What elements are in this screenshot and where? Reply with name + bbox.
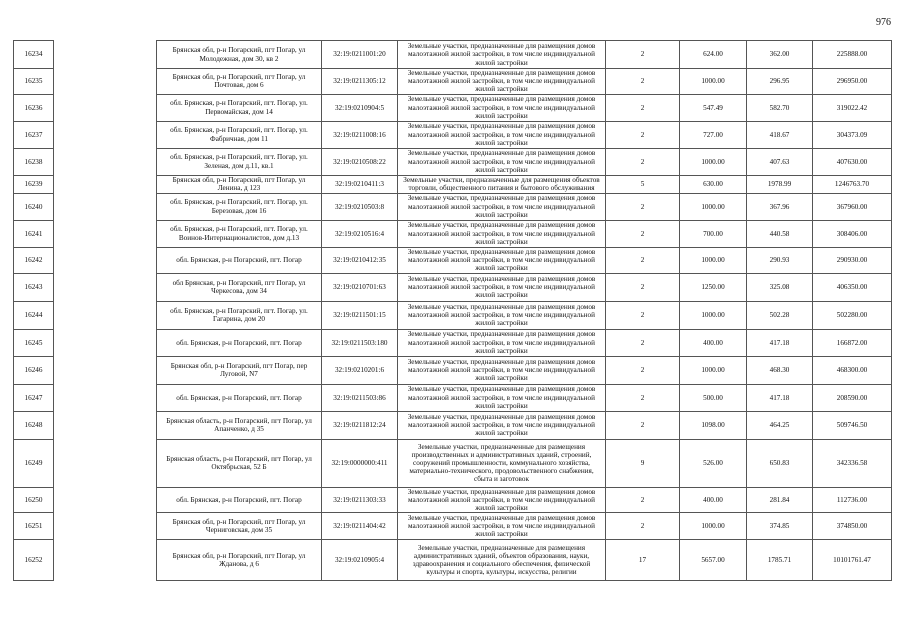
row-number-cell: 16240 [14, 193, 54, 220]
cadastral-value-cell: 468300.00 [813, 356, 892, 384]
table-row [14, 384, 892, 411]
row-number-cell: 16246 [14, 356, 54, 384]
address-cell: обл. Брянская, р-н Погарский, пгт. Погар [157, 487, 322, 513]
cadastral-value-cell: 406350.00 [813, 273, 892, 301]
row-number-cell: 16247 [14, 384, 54, 411]
table-row [14, 356, 892, 384]
use-group-cell: 2 [606, 356, 680, 384]
land-use-cell: Земельные участки, предназначенные для размещения домов малоэтажной жилой застройки, в том числе индивидуальной жилой застройки [398, 69, 606, 95]
cadastral-number-cell: 32:19:0000000:411 [322, 439, 398, 487]
specific-value-cell: 418.67 [747, 121, 813, 148]
specific-value-cell: 502.28 [747, 301, 813, 329]
address-cell: обл. Брянская, р-н Погарский, пгт. Погар, ул. Первомайская, дом 14 [157, 94, 322, 121]
row-number-cell: 16236 [14, 94, 54, 121]
land-use-cell: Земельные участки, предназначенные для размещения домов малоэтажной жилой застройки, в том числе индивидуальной жилой застройки [398, 94, 606, 121]
area-cell: 1000.00 [680, 247, 747, 273]
cadastral-number-cell: 32:19:0210412:35 [322, 247, 398, 273]
land-use-cell: Земельные участки, предназначенные для размещения домов малоэтажной жилой застройки, в том числе индивидуальной жилой застройки [398, 513, 606, 540]
cadastral-number-cell: 32:19:0211303:33 [322, 487, 398, 513]
specific-value-cell: 1978.99 [747, 175, 813, 193]
address-cell: Брянская область, р-н Погарский, пгт Погар, ул Октябрьская, 52 Б [157, 439, 322, 487]
address-cell: обл. Брянская, р-н Погарский, пгт. Погар, ул. Зеленая, дом д.11, кв.1 [157, 148, 322, 175]
land-use-cell: Земельные участки, предназначенные для размещения домов малоэтажной жилой застройки, в том числе индивидуальной жилой застройки [398, 41, 606, 69]
row-number-cell: 16250 [14, 487, 54, 513]
address-cell: Брянская обл, р-н Погарский, пгт Погар, ул Молодежная, дом 30, кв 2 [157, 41, 322, 69]
land-use-cell: Земельные участки, предназначенные для размещения домов малоэтажной жилой застройки, в том числе индивидуальной жилой застройки [398, 247, 606, 273]
specific-value-cell: 440.58 [747, 220, 813, 247]
table-row [14, 513, 892, 540]
address-cell: обл. Брянская, р-н Погарский, пгт. Погар [157, 329, 322, 356]
use-group-cell: 2 [606, 273, 680, 301]
use-group-cell: 2 [606, 193, 680, 220]
address-cell: обл. Брянская, р-н Погарский, пгт. Погар [157, 384, 322, 411]
area-cell: 400.00 [680, 487, 747, 513]
area-cell: 1098.00 [680, 411, 747, 439]
use-group-cell: 2 [606, 301, 680, 329]
use-group-cell: 2 [606, 384, 680, 411]
use-group-cell: 2 [606, 121, 680, 148]
area-cell: 1000.00 [680, 193, 747, 220]
area-cell: 624.00 [680, 41, 747, 69]
specific-value-cell: 407.63 [747, 148, 813, 175]
land-use-cell: Земельные участки, предназначенные для размещения домов малоэтажной жилой застройки, в том числе индивидуальной жилой застройки [398, 356, 606, 384]
address-cell: Брянская обл, р-н Погарский, пгт Погар, ул Почтовая, дом 6 [157, 69, 322, 95]
cadastral-value-cell: 367960.00 [813, 193, 892, 220]
cadastral-value-cell: 1246763.70 [813, 175, 892, 193]
spacer-cell [54, 247, 157, 273]
use-group-cell: 5 [606, 175, 680, 193]
specific-value-cell: 468.30 [747, 356, 813, 384]
table-row [14, 439, 892, 487]
cadastral-value-cell: 112736.00 [813, 487, 892, 513]
table-row [14, 487, 892, 513]
cadastral-number-cell: 32:19:0210516:4 [322, 220, 398, 247]
table-row [14, 329, 892, 356]
use-group-cell: 2 [606, 41, 680, 69]
cadastral-value-cell: 304373.09 [813, 121, 892, 148]
specific-value-cell: 1785.71 [747, 540, 813, 581]
spacer-cell [54, 540, 157, 581]
area-cell: 1000.00 [680, 356, 747, 384]
specific-value-cell: 650.83 [747, 439, 813, 487]
land-use-cell: Земельные участки, предназначенные для размещения домов малоэтажной жилой застройки, в том числе индивидуальной жилой застройки [398, 148, 606, 175]
spacer-cell [54, 487, 157, 513]
area-cell: 400.00 [680, 329, 747, 356]
table-body [14, 41, 892, 581]
row-number-cell: 16251 [14, 513, 54, 540]
area-cell: 1000.00 [680, 301, 747, 329]
cadastral-number-cell: 32:19:0211008:16 [322, 121, 398, 148]
cadastral-number-cell: 32:19:0211501:15 [322, 301, 398, 329]
cadastral-value-cell: 296950.00 [813, 69, 892, 95]
address-cell: обл. Брянская, р-н Погарский, пгт. Погар, ул. Фабричная, дом 11 [157, 121, 322, 148]
land-use-cell: Земельные участки, предназначенные для размещения домов малоэтажной жилой застройки, в том числе индивидуальной жилой застройки [398, 487, 606, 513]
row-number-cell: 16244 [14, 301, 54, 329]
cadastral-value-cell: 290930.00 [813, 247, 892, 273]
row-number-cell: 16248 [14, 411, 54, 439]
spacer-cell [54, 175, 157, 193]
specific-value-cell: 417.18 [747, 384, 813, 411]
use-group-cell: 2 [606, 329, 680, 356]
row-number-cell: 16238 [14, 148, 54, 175]
specific-value-cell: 582.70 [747, 94, 813, 121]
cadastral-number-cell: 32:19:0211001:20 [322, 41, 398, 69]
table-row [14, 41, 892, 69]
use-group-cell: 2 [606, 220, 680, 247]
cadastral-number-cell: 32:19:0211305:12 [322, 69, 398, 95]
cadastral-value-cell: 208590.00 [813, 384, 892, 411]
use-group-cell: 2 [606, 148, 680, 175]
area-cell: 500.00 [680, 384, 747, 411]
row-number-cell: 16249 [14, 439, 54, 487]
row-number-cell: 16239 [14, 175, 54, 193]
cadastral-number-cell: 32:19:0210201:6 [322, 356, 398, 384]
cadastral-number-cell: 32:19:0211503:180 [322, 329, 398, 356]
spacer-cell [54, 41, 157, 69]
cadastral-number-cell: 32:19:0210503:8 [322, 193, 398, 220]
specific-value-cell: 367.96 [747, 193, 813, 220]
spacer-cell [54, 301, 157, 329]
area-cell: 5657.00 [680, 540, 747, 581]
spacer-cell [54, 384, 157, 411]
table-row [14, 273, 892, 301]
address-cell: обл Брянская, р-н Погарский, пгт Погар, ул Черкесова, дом 34 [157, 273, 322, 301]
use-group-cell: 2 [606, 487, 680, 513]
cadastral-number-cell: 32:19:0211503:86 [322, 384, 398, 411]
cadastral-value-cell: 308406.00 [813, 220, 892, 247]
land-use-cell: Земельные участки, предназначенные для размещения домов малоэтажной жилой застройки, в том числе индивидуальной жилой застройки [398, 193, 606, 220]
specific-value-cell: 464.25 [747, 411, 813, 439]
area-cell: 526.00 [680, 439, 747, 487]
cadastral-number-cell: 32:19:0211404:42 [322, 513, 398, 540]
specific-value-cell: 417.18 [747, 329, 813, 356]
area-cell: 547.49 [680, 94, 747, 121]
cadastral-value-cell: 10101761.47 [813, 540, 892, 581]
spacer-cell [54, 121, 157, 148]
land-use-cell: Земельные участки, предназначенные для размещения домов малоэтажной жилой застройки, в том числе индивидуальной жилой застройки [398, 384, 606, 411]
use-group-cell: 2 [606, 513, 680, 540]
address-cell: Брянская обл, р-н Погарский, пгт Погар, пер Луговой, N7 [157, 356, 322, 384]
specific-value-cell: 290.93 [747, 247, 813, 273]
row-number-cell: 16242 [14, 247, 54, 273]
cadastral-value-table [13, 40, 892, 581]
cadastral-value-cell: 407630.00 [813, 148, 892, 175]
cadastral-value-cell: 319022.42 [813, 94, 892, 121]
cadastral-number-cell: 32:19:0210411:3 [322, 175, 398, 193]
cadastral-number-cell: 32:19:0210904:5 [322, 94, 398, 121]
land-use-cell: Земельные участки, предназначенные для размещения объектов торговли, общественного питания и бытового обслуживания [398, 175, 606, 193]
land-use-cell: Земельные участки, предназначенные для размещения домов малоэтажной жилой застройки, в том числе индивидуальной жилой застройки [398, 220, 606, 247]
table-row [14, 148, 892, 175]
row-number-cell: 16245 [14, 329, 54, 356]
specific-value-cell: 325.08 [747, 273, 813, 301]
land-use-cell: Земельные участки, предназначенные для размещения производственных и административных зданий, строений, сооружений промышленности, коммунального хозяйства, материально-технического, продовольственного снабжения, сбыта и заготовок [398, 439, 606, 487]
area-cell: 1250.00 [680, 273, 747, 301]
cadastral-value-cell: 374850.00 [813, 513, 892, 540]
spacer-cell [54, 356, 157, 384]
table-row [14, 540, 892, 581]
page-number: 976 [876, 17, 891, 28]
cadastral-number-cell: 32:19:0210508:22 [322, 148, 398, 175]
area-cell: 700.00 [680, 220, 747, 247]
address-cell: Брянская обл, р-н Погарский, пгт Погар, ул Ленина, д 123 [157, 175, 322, 193]
row-number-cell: 16241 [14, 220, 54, 247]
cadastral-value-cell: 509746.50 [813, 411, 892, 439]
spacer-cell [54, 220, 157, 247]
row-number-cell: 16234 [14, 41, 54, 69]
table-row [14, 193, 892, 220]
use-group-cell: 2 [606, 247, 680, 273]
cadastral-value-cell: 225888.00 [813, 41, 892, 69]
address-cell: Брянская область, р-н Погарский, пгт Погар, ул Апанченко, д 35 [157, 411, 322, 439]
land-use-cell: Земельные участки, предназначенные для размещения домов малоэтажной жилой застройки, в том числе индивидуальной жилой застройки [398, 121, 606, 148]
use-group-cell: 2 [606, 94, 680, 121]
spacer-cell [54, 148, 157, 175]
spacer-cell [54, 193, 157, 220]
land-use-cell: Земельные участки, предназначенные для размещения домов малоэтажной жилой застройки, в том числе индивидуальной жилой застройки [398, 411, 606, 439]
cadastral-number-cell: 32:19:0211812:24 [322, 411, 398, 439]
table-row [14, 247, 892, 273]
cadastral-value-cell: 166872.00 [813, 329, 892, 356]
use-group-cell: 2 [606, 69, 680, 95]
spacer-cell [54, 273, 157, 301]
table-row [14, 175, 892, 193]
cadastral-number-cell: 32:19:0210701:63 [322, 273, 398, 301]
row-number-cell: 16237 [14, 121, 54, 148]
table-row [14, 121, 892, 148]
land-use-cell: Земельные участки, предназначенные для размещения домов малоэтажной жилой застройки, в том числе индивидуальной жилой застройки [398, 273, 606, 301]
use-group-cell: 2 [606, 411, 680, 439]
table-row [14, 220, 892, 247]
specific-value-cell: 296.95 [747, 69, 813, 95]
area-cell: 1000.00 [680, 69, 747, 95]
table-row [14, 411, 892, 439]
area-cell: 1000.00 [680, 148, 747, 175]
address-cell: Брянская обл, р-н Погарский, пгт Погар, ул Жданова, д 6 [157, 540, 322, 581]
area-cell: 1000.00 [680, 513, 747, 540]
spacer-cell [54, 439, 157, 487]
cadastral-value-cell: 502280.00 [813, 301, 892, 329]
row-number-cell: 16235 [14, 69, 54, 95]
row-number-cell: 16252 [14, 540, 54, 581]
use-group-cell: 17 [606, 540, 680, 581]
cadastral-value-cell: 342336.58 [813, 439, 892, 487]
land-use-cell: Земельные участки, предназначенные для размещения домов малоэтажной жилой застройки, в том числе индивидуальной жилой застройки [398, 329, 606, 356]
table-row [14, 94, 892, 121]
spacer-cell [54, 411, 157, 439]
specific-value-cell: 362.00 [747, 41, 813, 69]
specific-value-cell: 374.85 [747, 513, 813, 540]
specific-value-cell: 281.84 [747, 487, 813, 513]
spacer-cell [54, 513, 157, 540]
land-use-cell: Земельные участки, предназначенные для размещения домов малоэтажной жилой застройки, в том числе индивидуальной жилой застройки [398, 301, 606, 329]
spacer-cell [54, 94, 157, 121]
land-use-cell: Земельные участки, предназначенные для размещения административных зданий, объектов образования, науки, здравоохранения и социального обеспечения, физической культуры и спорта, культуры, искусства, религии [398, 540, 606, 581]
address-cell: обл. Брянская, р-н Погарский, пгт. Погар, ул. Березовая, дом 16 [157, 193, 322, 220]
address-cell: обл. Брянская, р-н Погарский, пгт. Погар [157, 247, 322, 273]
address-cell: Брянская обл, р-н Погарский, пгт Погар, ул Черниговская, дом 35 [157, 513, 322, 540]
address-cell: обл. Брянская, р-н Погарский, пгт. Погар, ул. Гагарина, дом 20 [157, 301, 322, 329]
area-cell: 630.00 [680, 175, 747, 193]
spacer-cell [54, 69, 157, 95]
address-cell: обл. Брянская, р-н Погарский, пгт. Погар, ул. Воинов-Интернационалистов, дом д.13 [157, 220, 322, 247]
row-number-cell: 16243 [14, 273, 54, 301]
spacer-cell [54, 329, 157, 356]
area-cell: 727.00 [680, 121, 747, 148]
cadastral-number-cell: 32:19:0210905:4 [322, 540, 398, 581]
table-row [14, 301, 892, 329]
table-row [14, 69, 892, 95]
use-group-cell: 9 [606, 439, 680, 487]
